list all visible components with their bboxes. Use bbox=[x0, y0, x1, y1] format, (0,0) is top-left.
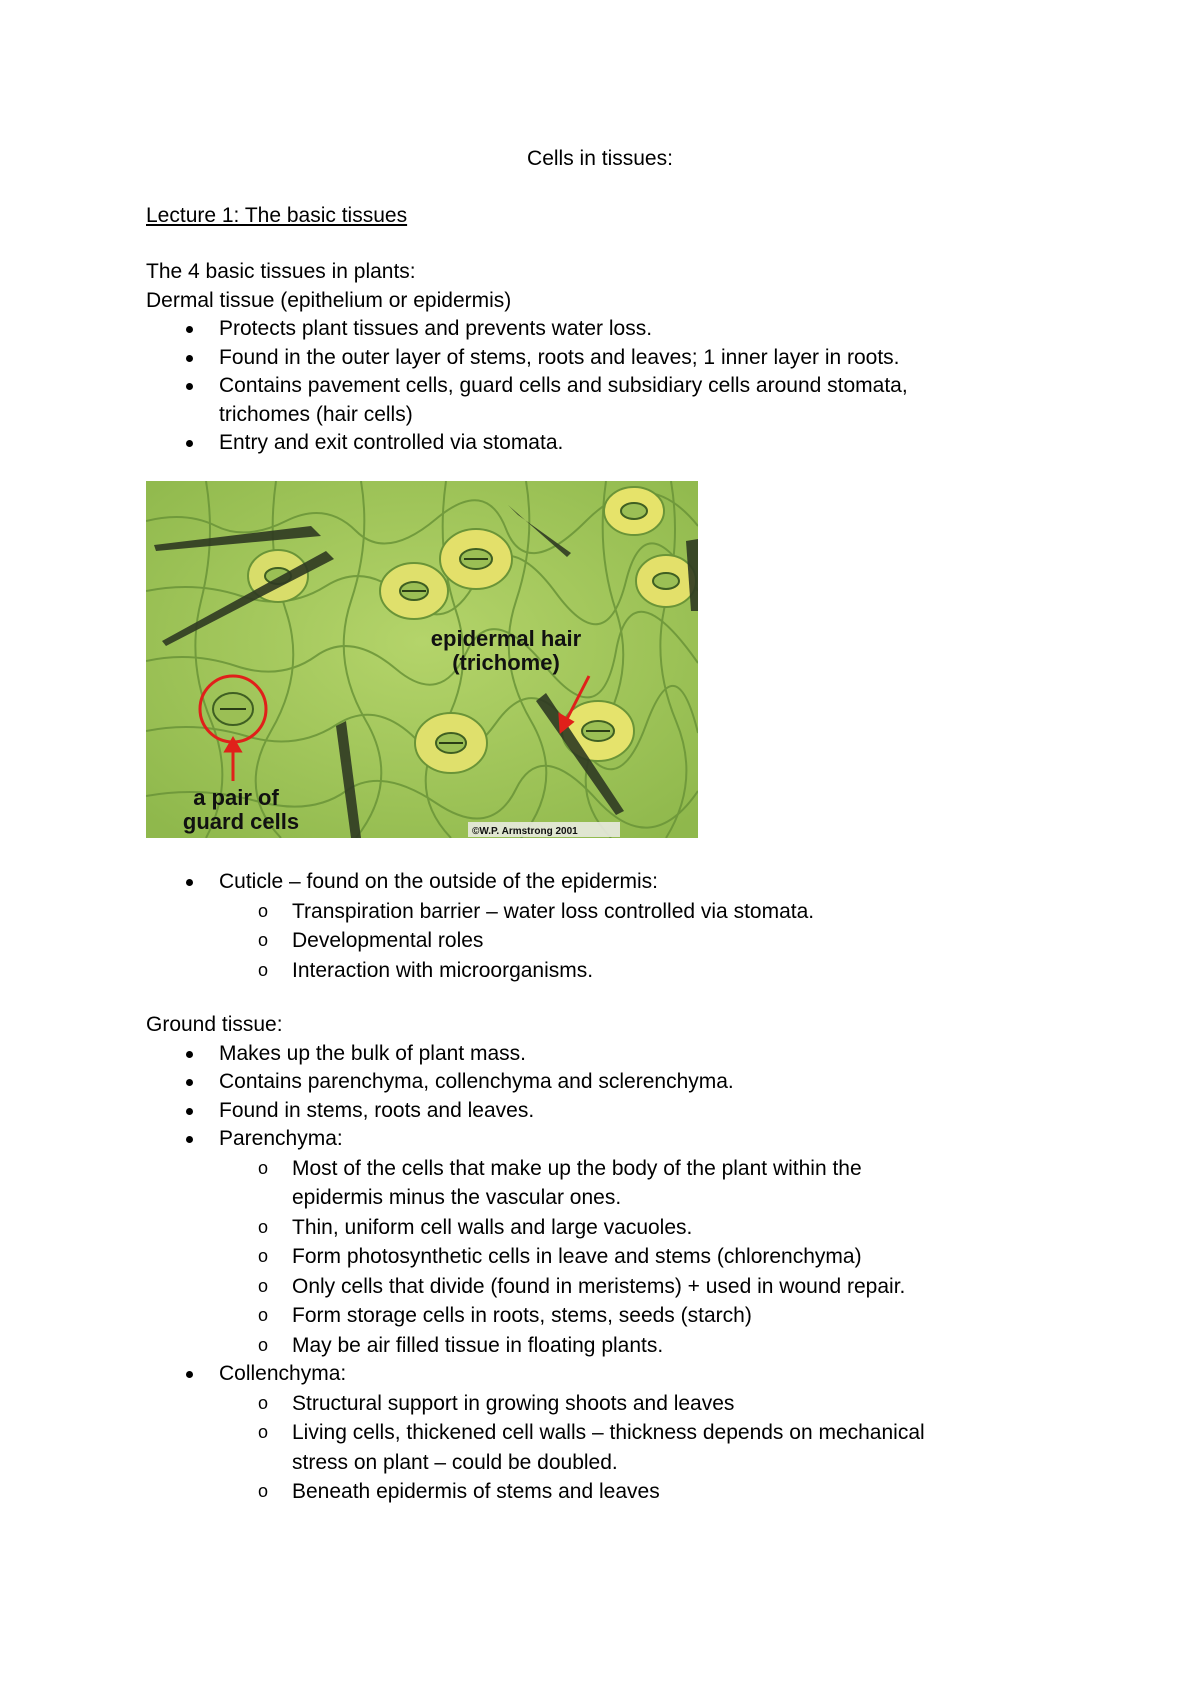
list-sub-item: o May be air filled tissue in floating plants. bbox=[146, 1331, 1046, 1361]
list-sub-item: o Developmental roles bbox=[146, 926, 1046, 956]
ground-heading: Ground tissue: bbox=[146, 1013, 283, 1036]
list-item-parenchyma: Parenchyma: bbox=[146, 1125, 1046, 1154]
list-sub-item: o Most of the cells that make up the body of the plant within the bbox=[146, 1154, 1046, 1184]
ground-section bbox=[146, 1011, 1046, 1507]
list-item-continuation: trichomes (hair cells) bbox=[219, 402, 413, 426]
list-sub-item: o Structural support in growing shoots and leaves bbox=[146, 1389, 1046, 1419]
lecture-heading: Lecture 1: The basic tissues bbox=[146, 204, 408, 227]
label-a-pair-of: a pair of bbox=[193, 785, 279, 810]
dermal-heading: Dermal tissue (epithelium or epidermis) bbox=[146, 288, 512, 312]
list-sub-item: o Thin, uniform cell walls and large vacuoles. bbox=[146, 1213, 1046, 1243]
list-item: Makes up the bulk of plant mass. bbox=[146, 1040, 1046, 1069]
dermal-section bbox=[146, 258, 1046, 458]
figure-credit: ©W.P. Armstrong 2001 bbox=[472, 826, 578, 837]
list-sub-item: o Interaction with microorganisms. bbox=[146, 956, 1046, 986]
list-item: Protects plant tissues and prevents water loss. bbox=[146, 315, 1046, 344]
epidermis-micrograph bbox=[146, 481, 698, 838]
document-title: Cells in tissues: bbox=[527, 147, 673, 170]
list-item-collenchyma: Collenchyma: bbox=[146, 1360, 1046, 1389]
list-sub-item: o Living cells, thickened cell walls – thickness depends on mechanical bbox=[146, 1418, 1046, 1448]
cuticle-list bbox=[146, 868, 1046, 985]
list-item: Contains pavement cells, guard cells and subsidiary cells around stomata, bbox=[146, 372, 1046, 401]
ground-bullets bbox=[146, 1040, 1046, 1507]
label-guard-cells: guard cells bbox=[182, 809, 300, 834]
list-item: Entry and exit controlled via stomata. bbox=[146, 429, 1046, 458]
label-epidermal-hair: epidermal hair bbox=[430, 626, 582, 651]
list-sub-item-continuation: stress on plant – could be doubled. bbox=[292, 1450, 618, 1474]
list-item: Found in the outer layer of stems, roots and leaves; 1 inner layer in roots. bbox=[146, 344, 1046, 373]
list-sub-item: o Transpiration barrier – water loss controlled via stomata. bbox=[146, 897, 1046, 927]
list-item: Found in stems, roots and leaves. bbox=[146, 1097, 1046, 1126]
list-item: Cuticle – found on the outside of the epidermis: bbox=[146, 868, 1046, 897]
cuticle-section bbox=[146, 868, 1046, 985]
list-sub-item: o Form photosynthetic cells in leave and stems (chlorenchyma) bbox=[146, 1242, 1046, 1272]
list-item: Contains parenchyma, collenchyma and sclerenchyma. bbox=[146, 1068, 1046, 1097]
list-sub-item: o Form storage cells in roots, stems, seeds (starch) bbox=[146, 1301, 1046, 1331]
list-sub-item: o Only cells that divide (found in meristems) + used in wound repair. bbox=[146, 1272, 1046, 1302]
dermal-bullets bbox=[146, 315, 1046, 458]
list-sub-item: o Beneath epidermis of stems and leaves bbox=[146, 1477, 1046, 1507]
label-trichome: (trichome) bbox=[452, 650, 560, 675]
intro-text: The 4 basic tissues in plants: bbox=[146, 260, 416, 283]
list-sub-item-continuation: epidermis minus the vascular ones. bbox=[292, 1186, 622, 1209]
